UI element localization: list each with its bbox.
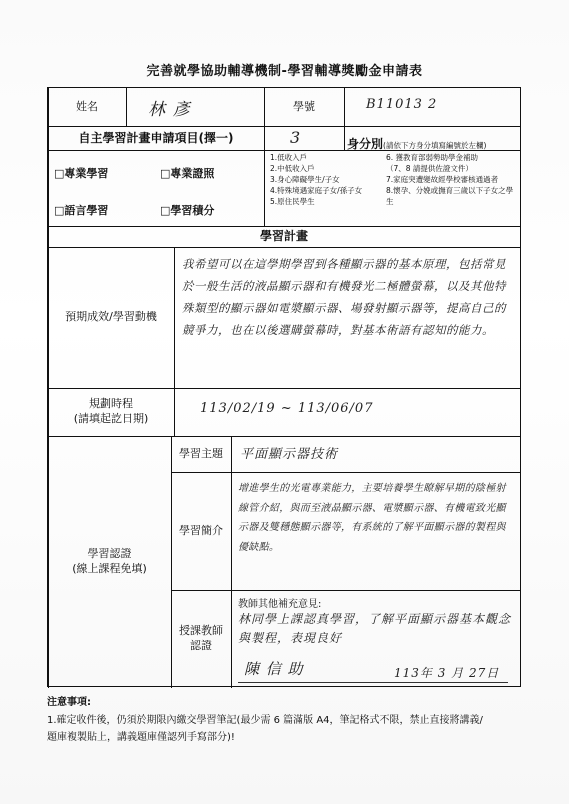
notes-line-2: 題庫複製貼上，講義題庫僅認列手寫部分)! xyxy=(47,732,235,743)
sign-date: 113年 3 月 27日 xyxy=(394,666,500,680)
schedule-label: 規劃時程 xyxy=(89,397,133,411)
schedule-value: 113/02/19 ~ 113/06/07 xyxy=(200,401,374,416)
teacher-comment: 林同學上課認真學習，了解平面顯示器基本觀念與製程，表現良好 xyxy=(238,612,512,646)
identity-list-right: 6. 獲教育部弱勢助學金補助 （7、8 請提供佐證文件） 7.家庭突遭變故經學校審核通過者 8.懷孕、分娩或撫育三歲以下子女之學生 xyxy=(386,153,514,206)
notes-line-1: 1.確定收件後，仍須於期限內繳交學習筆記(最少需 6 篇滿版 A4，筆記格式不限，禁止直接將講義/ xyxy=(47,714,483,726)
topic-value: 平面顯示器技術 xyxy=(240,447,339,462)
schedule-label-cell xyxy=(48,388,174,436)
intro-text: 增進學生的光電專業能力，主要培養學生瞭解早期的陰極射線管介紹，與而至液晶顯示器、電漿顯示器、有機電致光顯示器及雙穩態顯示器等，有系統的了解平面顯示器的製程與優缺點。 xyxy=(238,483,506,553)
teacher-comment-label: 教師其他補充意見: xyxy=(238,599,322,610)
name-label: 姓名 xyxy=(76,99,98,113)
certification-label-cell xyxy=(48,436,171,688)
goal-label: 預期成效/學習動機 xyxy=(65,310,157,324)
student-id-label: 學號 xyxy=(293,99,315,113)
identity-label: 身分別 xyxy=(347,137,384,151)
learning-plan-heading: 學習計畫 xyxy=(259,229,308,244)
teacher-label-cell xyxy=(171,590,231,688)
notes-section xyxy=(47,694,547,747)
teacher-label-2: 認證 xyxy=(190,639,212,652)
notes-heading: 注意事項: xyxy=(47,697,91,708)
identity-hint: (請依下方身分填寫編號於左欄) xyxy=(383,141,487,150)
intro-label: 學習簡介 xyxy=(179,523,223,537)
goal-text: 我希望可以在這學期學習到各種顯示器的基本原理，包括常見於一般生活的液晶顯示器和有機發光二極體螢幕，以及其他特殊類型的顯示器如電漿顯示器、場發射顯示器等，提高自己的競爭力，也在以後選購螢幕時，對基本術語有認知的能力。 xyxy=(182,257,506,337)
option-professional-learning[interactable]: □專業學習 xyxy=(54,167,109,180)
teacher-signature: 陳 信 助 xyxy=(244,660,304,678)
form-table xyxy=(47,87,521,687)
student-id-value: B11013 2 xyxy=(366,97,438,112)
signature-line xyxy=(238,682,508,683)
topic-label: 學習主題 xyxy=(179,446,223,460)
schedule-hint: (請填起訖日期) xyxy=(73,412,149,425)
document-title: 完善就學協助輔導機制-學習輔導獎勵金申請表 xyxy=(146,64,423,79)
option-learning-credits[interactable]: □學習積分 xyxy=(160,204,215,217)
plan-item-value: 3 xyxy=(290,128,302,147)
plan-item-label: 自主學習計畫申請項目(擇一) xyxy=(78,130,234,145)
option-language-learning[interactable]: □語言學習 xyxy=(54,204,109,217)
identity-list-left: 1.低收入戶 2.中低收入戶 3.身心障礙學生/子女 4.特殊境遇家庭子女/孫子女 5.原住民學生 xyxy=(270,153,363,206)
certification-label: 學習認證 xyxy=(87,547,132,561)
name-value: 林 彥 xyxy=(148,100,191,120)
certification-hint: (線上課程免填) xyxy=(72,562,147,575)
teacher-label: 授課教師 xyxy=(179,624,223,638)
option-professional-certificate[interactable]: □專業證照 xyxy=(160,167,215,180)
